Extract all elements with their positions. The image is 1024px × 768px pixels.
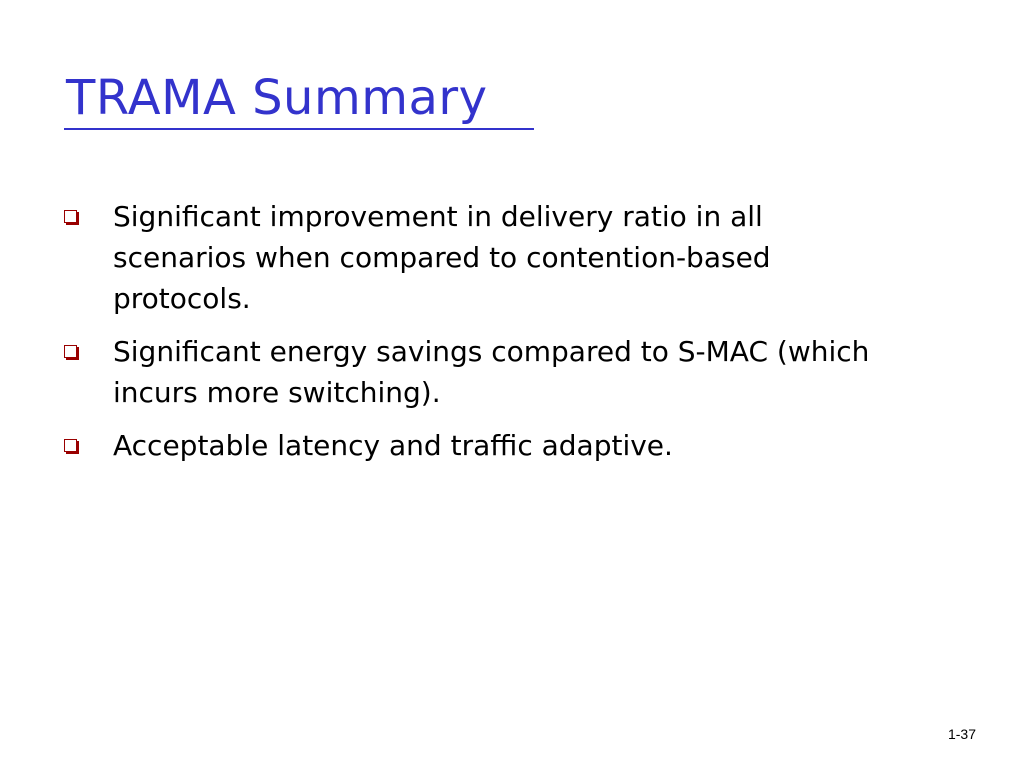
bullet-item <box>64 331 894 413</box>
bullet-item <box>64 196 894 319</box>
page-number: 1-37 <box>947 726 976 742</box>
bullet-text: Acceptable latency and traffic adaptive. <box>113 429 673 462</box>
bullet-list <box>64 196 894 478</box>
bullet-text: Significant energy savings compared to S-MAC (which incurs more switching). <box>113 335 870 409</box>
checkbox-square-icon <box>64 439 77 452</box>
slide-title: TRAMA Summary <box>66 70 488 126</box>
bullet-text: Significant improvement in delivery ratio in all scenarios when compared to contention-based protocols. <box>113 200 771 315</box>
checkbox-square-icon <box>64 210 77 223</box>
bullet-item <box>64 425 894 466</box>
checkbox-square-icon <box>64 345 77 358</box>
title-underline <box>64 128 534 130</box>
